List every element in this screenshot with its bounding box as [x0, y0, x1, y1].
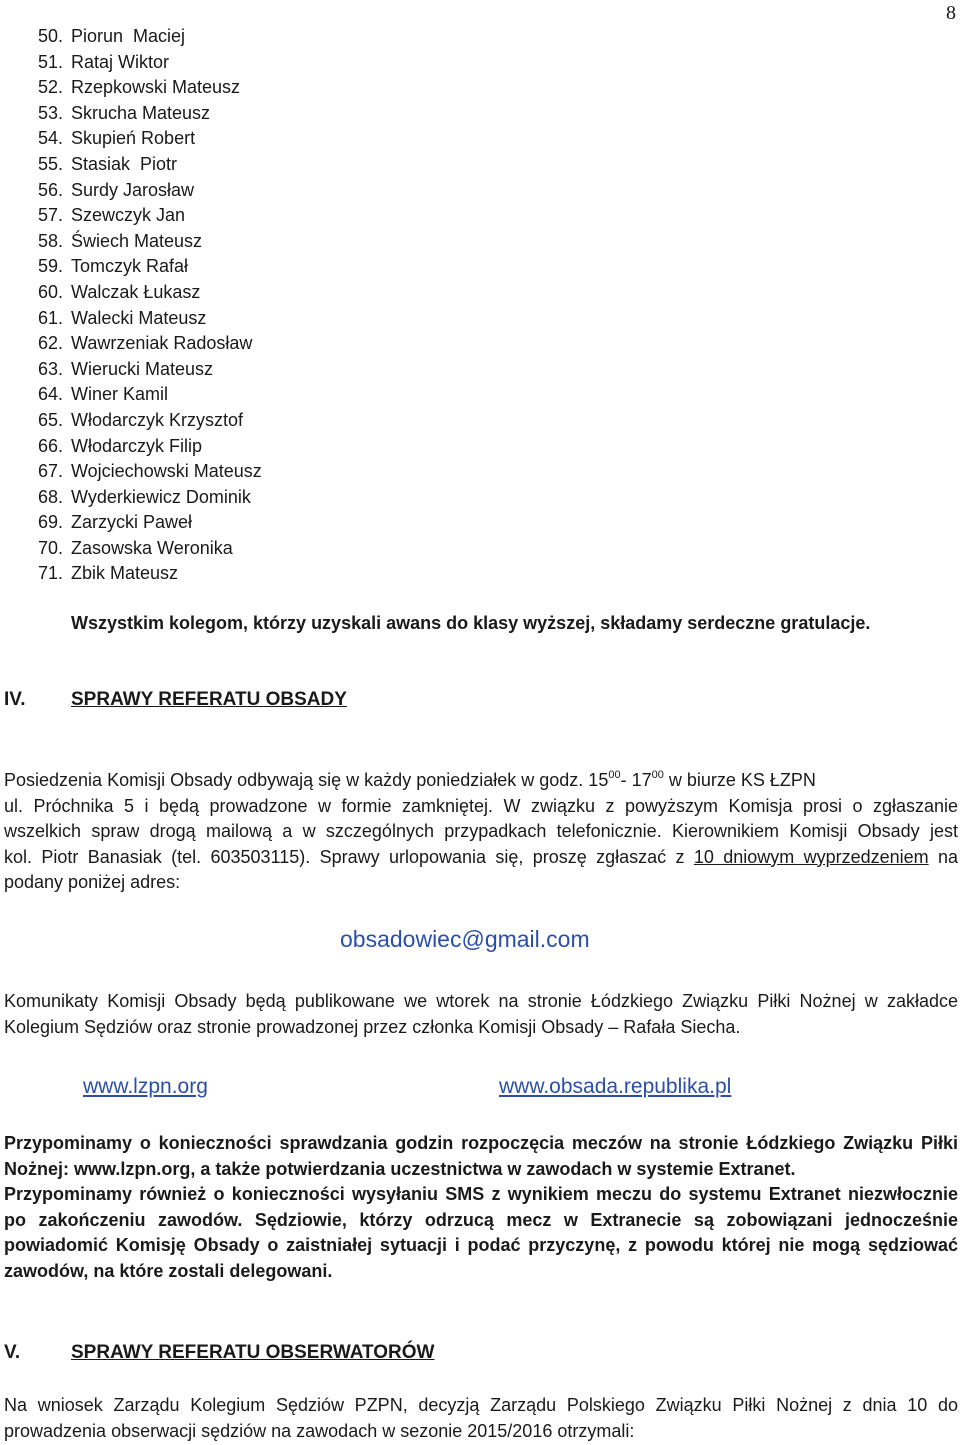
list-item [38, 280, 262, 306]
text-segment: w biurze KS ŁZPN [663, 770, 816, 790]
paragraph-line: podany poniżej adres: [4, 872, 181, 893]
paragraph-line: Na wniosek Zarządu Kolegium Sędziów PZPN, decyzją Zarządu Polskiego Związku Piłki Nożnej z dnia 10 do [4, 1395, 958, 1415]
list-item-name: Wyderkiewicz Dominik [71, 486, 251, 507]
paragraph-line: Przypominamy również o konieczności wysyłaniu SMS z wynikiem meczu do systemu Extranet niezwłocznie [4, 1184, 958, 1204]
paragraph-line: Przypominamy o konieczności sprawdzania godzin rozpoczęcia meczów na stronie Łódzkiego Związku Piłki [4, 1133, 958, 1153]
list-item-number: 58. [38, 230, 64, 251]
paragraph-line: ul. Próchnika 5 i będą prowadzone w formie zamkniętej. W związku z powyższym Komisja prosi o zgłaszanie [4, 795, 958, 816]
komunikaty-paragraph [4, 989, 958, 1040]
section-4-title: SPRAWY REFERATU OBSADY [71, 689, 347, 710]
list-item [38, 152, 262, 178]
list-item-name: Wojciechowski Mateusz [71, 461, 262, 482]
list-item-number: 59. [38, 256, 64, 277]
superscript: 00 [651, 769, 664, 781]
page-number: 8 [946, 2, 956, 24]
paragraph-line: Komunikaty Komisji Obsady będą publikowane we wtorek na stronie Łódzkiego Związku Piłki Nożnej w zakładce [4, 991, 958, 1011]
list-item-name: Włodarczyk Filip [71, 435, 203, 456]
paragraph-line: Kolegium Sędziów oraz stronie prowadzonej przez członka Komisji Obsady – Rafała Siecha. [4, 1016, 741, 1037]
list-item-number: 69. [38, 512, 64, 533]
list-item-name: Stasiak Piotr [71, 153, 178, 174]
list-item-name: Włodarczyk Krzysztof [71, 409, 244, 430]
section-5-number: V. [4, 1342, 21, 1363]
reminder-paragraph-1 [4, 1131, 958, 1182]
list-item-number: 56. [38, 179, 64, 200]
list-item-name: Skupień Robert [71, 128, 196, 149]
reminder-paragraph-2 [4, 1182, 958, 1284]
list-item-name: Walczak Łukasz [71, 281, 201, 302]
list-item-number: 71. [38, 563, 64, 584]
list-item [38, 408, 262, 434]
names-list [38, 24, 262, 587]
list-item [38, 382, 262, 408]
list-item [38, 561, 262, 587]
list-item-name: Zbik Mateusz [71, 563, 179, 584]
text-segment: kol. Piotr Banasiak (tel. 603503115). Sprawy urlopowania się, proszę zgłaszać z [4, 846, 694, 867]
list-item-number: 63. [38, 358, 64, 379]
list-item [38, 126, 262, 152]
section-4-number: IV. [4, 689, 26, 710]
list-item-number: 60. [38, 281, 64, 302]
list-item-number: 55. [38, 153, 64, 174]
list-item-number: 62. [38, 333, 64, 354]
list-item-number: 66. [38, 435, 64, 456]
list-item [38, 510, 262, 536]
lzpn-link[interactable]: www.lzpn.org [83, 1075, 208, 1098]
list-item [38, 306, 262, 332]
section-5-title: SPRAWY REFERATU OBSERWATORÓW [71, 1342, 435, 1363]
list-item [38, 229, 262, 255]
list-item-name: Skrucha Mateusz [71, 102, 211, 123]
list-item-name: Piorun Maciej [71, 26, 186, 46]
list-item [38, 24, 262, 50]
paragraph-line [4, 845, 958, 871]
list-item [38, 203, 262, 229]
paragraph-line: zawodów, na które zostali delegowani. [4, 1260, 333, 1281]
section-5-paragraph [4, 1393, 958, 1444]
list-item-number: 52. [38, 77, 64, 98]
section-4-paragraph [4, 768, 958, 896]
list-item-name: Zarzycki Paweł [71, 512, 193, 533]
list-item [38, 50, 262, 76]
list-item [38, 485, 262, 511]
list-item-number: 67. [38, 461, 64, 482]
list-item-number: 70. [38, 537, 64, 558]
text-segment: - 17 [620, 770, 652, 790]
superscript: 00 [608, 769, 621, 781]
list-item-name: Wierucki Mateusz [71, 358, 214, 379]
list-item-name: Wawrzeniak Radosław [71, 333, 253, 354]
list-item-number: 54. [38, 128, 64, 149]
list-item [38, 331, 262, 357]
list-item-name: Tomczyk Rafał [71, 256, 189, 277]
list-item-number: 50. [38, 26, 64, 46]
list-item-name: Świech Mateusz [71, 230, 203, 251]
list-item-number: 64. [38, 384, 64, 405]
list-item [38, 357, 262, 383]
underlined-text: 10 dniowym wyprzedzeniem [693, 846, 929, 867]
text-segment: Posiedzenia Komisji Obsady odbywają się w każdy poniedziałek w godz. 15 [4, 770, 609, 790]
paragraph-line: prowadzenia obserwacji sędziów na zawodach w sezonie 2015/2016 otrzymali: [4, 1420, 635, 1441]
list-item [38, 459, 262, 485]
congratulations-text: Wszystkim kolegom, którzy uzyskali awans do klasy wyższej, składamy serdeczne gratulacje. [71, 613, 871, 633]
list-item-name: Surdy Jarosław [71, 179, 195, 200]
paragraph-line: powiadomić Komisję Obsady o zaistniałej sytuacji i podać przyczynę, z powodu której nie mogą sędziować [4, 1235, 958, 1256]
email-address[interactable]: obsadowiec@gmail.com [340, 926, 590, 952]
list-item [38, 536, 262, 562]
list-item [38, 178, 262, 204]
list-item-number: 51. [38, 51, 64, 72]
text-segment: na [928, 846, 958, 867]
list-item-name: Rzepkowski Mateusz [71, 77, 241, 98]
list-item [38, 254, 262, 280]
list-item [38, 101, 262, 127]
paragraph-line: wszelkich spraw drogą mailową a w szczególnych przypadkach telefonicznie. Kierownikiem Komisji Obsady jest [4, 821, 958, 842]
list-item-name: Winer Kamil [71, 384, 169, 405]
list-item-name: Walecki Mateusz [71, 307, 207, 328]
paragraph-line: po zakończeniu zawodów. Sędziowie, którzy odrzucą mecz w Extranecie są zobowiązani jednocześnie [4, 1209, 958, 1230]
list-item-name: Rataj Wiktor [71, 51, 170, 72]
list-item-name: Szewczyk Jan [71, 205, 186, 226]
list-item-number: 57. [38, 205, 64, 226]
paragraph-line: Nożnej: www.lzpn.org, a także potwierdzania uczestnictwa w zawodach w systemie Extranet. [4, 1158, 796, 1179]
list-item-number: 61. [38, 307, 64, 328]
list-item-number: 65. [38, 409, 64, 430]
list-item-number: 68. [38, 486, 64, 507]
list-item [38, 75, 262, 101]
list-item [38, 434, 262, 460]
list-item-name: Zasowska Weronika [71, 537, 233, 558]
obsada-link[interactable]: www.obsada.republika.pl [499, 1075, 732, 1098]
paragraph-line [4, 768, 958, 794]
list-item-number: 53. [38, 102, 64, 123]
